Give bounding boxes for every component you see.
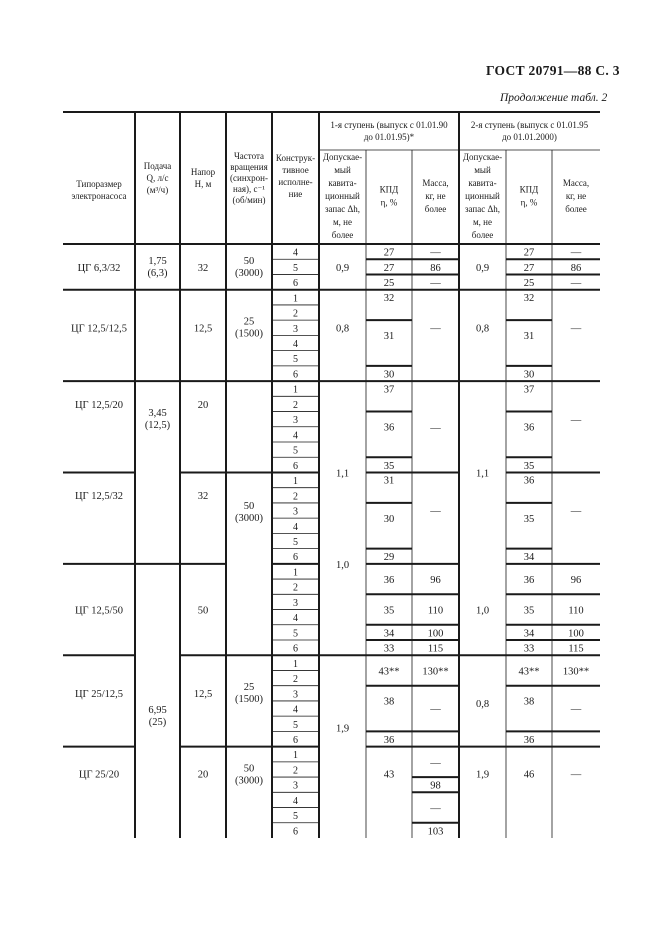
design-version-cell: 4 — [293, 613, 298, 625]
pump-type-cell: ЦГ 25/20 — [78, 769, 120, 781]
npsh-stage2-cell: 1,9 — [475, 769, 490, 781]
header-feed: Подача — [143, 161, 172, 171]
efficiency-stage1-cell: 29 — [383, 552, 395, 564]
design-version-cell: 2 — [293, 765, 298, 777]
header-mass-s2: кг, не — [565, 191, 587, 201]
design-version-cell: 2 — [293, 308, 298, 320]
mass-stage1-cell: — — [430, 422, 441, 434]
design-version-cell: 2 — [293, 582, 298, 594]
mass-stage1-cell: — — [430, 506, 441, 518]
mass-stage2-cell: — — [570, 704, 582, 716]
design-version-cell: 1 — [293, 750, 298, 762]
design-version-cell: 1 — [293, 567, 298, 579]
efficiency-stage1-cell: 33 — [383, 643, 395, 655]
header-npsh-s1: кавита- — [328, 178, 357, 188]
header-stage-1: 1-я ступень (выпуск с 01.01.90 — [330, 120, 448, 130]
efficiency-stage2-cell: 36 — [523, 735, 535, 746]
efficiency-stage2-cell: 34 — [523, 552, 535, 564]
design-version-cell: 3 — [293, 506, 298, 518]
mass-stage1-cell: — — [430, 803, 441, 815]
design-version-cell: 6 — [293, 278, 298, 290]
efficiency-stage2-cell: 36 — [523, 475, 535, 487]
mass-stage1-cell: 96 — [430, 575, 441, 587]
mass-stage1-cell: — — [430, 704, 441, 716]
header-npsh-s2: ционный — [465, 191, 500, 201]
header-npsh-s1: м, не — [332, 217, 353, 227]
header-efficiency-s1: КПД — [379, 184, 399, 195]
design-version-cell: 3 — [293, 597, 298, 609]
efficiency-stage1-cell: 27 — [383, 262, 395, 274]
mass-stage1-cell: — — [430, 757, 441, 769]
mass-stage1-cell: 86 — [430, 262, 441, 274]
efficiency-stage2-cell: 43** — [518, 666, 540, 678]
design-version-cell: 5 — [293, 628, 298, 640]
feed-cell: 3,45 — [148, 407, 167, 419]
design-version-cell: 2 — [293, 491, 298, 503]
head-cell: 20 — [197, 769, 209, 781]
design-version-cell: 2 — [293, 674, 298, 686]
mass-stage1-cell: 98 — [430, 780, 441, 792]
efficiency-stage1-cell: 43 — [383, 769, 395, 781]
design-version-cell: 5 — [293, 445, 298, 457]
design-version-cell: 5 — [293, 811, 298, 823]
efficiency-stage2-cell: 33 — [523, 643, 535, 655]
pump-type-cell: ЦГ 12,5/12,5 — [71, 323, 127, 335]
rotation-frequency-cell: 25 — [243, 316, 255, 328]
header-design-version: ние — [288, 189, 303, 199]
header-npsh-s2: кавита- — [468, 178, 497, 188]
efficiency-stage2-cell: 30 — [523, 369, 535, 381]
header-head: Напор — [190, 167, 216, 177]
design-version-cell: 1 — [293, 293, 298, 305]
header-rotation-frequency: вращения — [230, 162, 268, 172]
rotation-frequency-cell: (3000) — [235, 513, 263, 525]
efficiency-stage2-cell: 46 — [523, 769, 535, 781]
efficiency-stage2-cell: 34 — [523, 628, 535, 640]
design-version-cell: 3 — [293, 415, 298, 427]
header-stage-2: до 01.01.2000) — [502, 132, 557, 142]
design-version-cell: 4 — [293, 430, 298, 442]
mass-stage1-cell: — — [430, 323, 441, 335]
mass-stage2-cell: — — [570, 414, 582, 426]
header-npsh-s1: запас Δh, — [324, 204, 361, 214]
mass-stage1-cell: — — [430, 247, 441, 259]
header-head: H, м — [194, 179, 212, 189]
design-version-cell: 5 — [293, 537, 298, 548]
design-version-cell: 1 — [293, 476, 298, 488]
head-cell: 50 — [197, 605, 209, 617]
efficiency-stage1-cell: 37 — [383, 384, 395, 396]
header-npsh-s1: Допускае- — [322, 152, 363, 162]
mass-stage1-cell: 100 — [427, 628, 444, 640]
design-version-cell: 4 — [293, 795, 298, 807]
mass-stage2-cell: 110 — [568, 605, 584, 617]
design-version-cell: 4 — [293, 521, 298, 533]
design-version-cell: 6 — [293, 460, 298, 472]
design-version-cell: 6 — [293, 369, 298, 381]
header-feed: Q, л/с — [146, 173, 169, 183]
mass-stage1-cell: 115 — [427, 643, 444, 655]
pump-type-cell: ЦГ 12,5/50 — [74, 605, 124, 617]
header-stage-1: до 01.01.95)* — [363, 132, 415, 142]
header-type: Типоразмер — [76, 179, 122, 189]
header-npsh-s2: запас Δh, — [464, 204, 501, 214]
pump-type-cell: ЦГ 6,3/32 — [77, 262, 121, 274]
efficiency-stage1-cell: 35 — [383, 605, 395, 617]
design-version-cell: 4 — [293, 247, 298, 259]
design-version-cell: 6 — [293, 826, 298, 838]
design-version-cell: 3 — [293, 323, 298, 335]
header-npsh-s2: Допускае- — [462, 152, 503, 162]
npsh-stage2-cell: 1,0 — [475, 605, 490, 617]
npsh-stage1-cell: 1,1 — [335, 468, 350, 480]
efficiency-stage1-cell: 36 — [383, 422, 395, 434]
efficiency-stage1-cell: 25 — [383, 278, 395, 290]
mass-stage2-cell: 96 — [570, 575, 582, 587]
feed-cell: 6,95 — [148, 704, 167, 716]
design-version-cell: 6 — [293, 735, 298, 746]
head-cell: 20 — [197, 399, 209, 411]
efficiency-stage1-cell: 43** — [378, 666, 400, 678]
header-mass-s2: более — [565, 204, 587, 214]
mass-stage2-cell: 115 — [568, 643, 584, 655]
npsh-stage1-cell: 1,0 — [335, 559, 350, 571]
rotation-frequency-cell: (1500) — [235, 693, 263, 705]
header-npsh-s1: мый — [334, 165, 351, 175]
efficiency-stage2-cell: 36 — [523, 422, 535, 434]
design-version-cell: 6 — [293, 643, 298, 655]
header-npsh-s1: ционный — [325, 191, 360, 201]
efficiency-stage2-cell: 37 — [523, 384, 535, 396]
efficiency-stage2-cell: 32 — [523, 292, 535, 304]
npsh-stage1-cell: 0,9 — [335, 262, 350, 274]
header-design-version: исполне- — [278, 177, 313, 187]
efficiency-stage1-cell: 35 — [383, 460, 395, 472]
rotation-frequency-cell: 25 — [243, 681, 255, 693]
pump-type-cell: ЦГ 25/12,5 — [74, 688, 124, 700]
efficiency-stage1-cell: 27 — [383, 247, 395, 259]
header-npsh-s2: более — [471, 230, 494, 240]
efficiency-stage2-cell: 38 — [523, 696, 535, 708]
rotation-frequency-cell: (3000) — [235, 267, 263, 279]
design-version-cell: 1 — [293, 658, 298, 670]
efficiency-stage1-cell: 34 — [383, 628, 395, 640]
efficiency-stage2-cell: 25 — [523, 278, 535, 290]
header-efficiency-s1: η, % — [380, 197, 398, 208]
header-efficiency-s2: η, % — [520, 197, 538, 208]
header-feed: (м³/ч) — [146, 185, 169, 195]
mass-stage2-cell: — — [570, 323, 582, 335]
design-version-cell: 4 — [293, 704, 298, 716]
feed-cell: (12,5) — [144, 419, 171, 431]
npsh-stage1-cell: 1,9 — [335, 723, 350, 735]
npsh-stage2-cell: 0,9 — [475, 262, 490, 274]
mass-stage1-cell: 103 — [427, 826, 444, 838]
npsh-stage1-cell: 0,8 — [335, 323, 350, 335]
feed-cell: (6,3) — [147, 267, 168, 279]
pump-type-cell: ЦГ 12,5/32 — [74, 491, 124, 503]
mass-stage2-cell: 100 — [568, 628, 584, 640]
header-mass-s1: кг, не — [425, 191, 446, 201]
design-version-cell: 3 — [293, 780, 298, 792]
header-efficiency-s2: КПД — [519, 184, 539, 195]
rotation-frequency-cell: 50 — [243, 763, 255, 775]
header-npsh-s2: мый — [474, 165, 491, 175]
npsh-stage2-cell: 0,8 — [475, 323, 490, 335]
header-design-version: тивное — [282, 165, 309, 175]
rotation-frequency-cell: 50 — [243, 255, 255, 267]
header-stage-2: 2-я ступень (выпуск с 01.01.95 — [470, 120, 589, 130]
header-npsh-s1: более — [331, 230, 354, 240]
efficiency-stage2-cell: 35 — [523, 513, 535, 525]
header-mass-s2: Масса, — [562, 178, 590, 188]
header-design-version: Конструк- — [275, 153, 316, 163]
design-version-cell: 1 — [293, 384, 298, 396]
efficiency-stage1-cell: 31 — [383, 475, 395, 487]
mass-stage2-cell: — — [570, 247, 582, 259]
header-rotation-frequency: ная), с⁻¹ — [233, 184, 265, 194]
efficiency-stage2-cell: 27 — [523, 262, 535, 274]
rotation-frequency-cell: 50 — [243, 501, 255, 513]
npsh-stage2-cell: 0,8 — [475, 698, 490, 710]
pump-type-cell: ЦГ 12,5/20 — [74, 399, 124, 411]
head-cell: 32 — [197, 491, 209, 503]
mass-stage2-cell: 130** — [562, 666, 590, 678]
header-type: электронасоса — [71, 191, 127, 201]
design-version-cell: 3 — [293, 689, 298, 701]
table-continuation-caption: Продолжение табл. 2 — [500, 92, 608, 104]
efficiency-stage2-cell: 36 — [523, 575, 535, 587]
head-cell: 32 — [197, 262, 209, 274]
header-rotation-frequency: Частота — [233, 151, 265, 161]
efficiency-stage1-cell: 38 — [383, 696, 395, 708]
header-rotation-frequency: (синхрон- — [230, 173, 268, 183]
npsh-stage2-cell: 1,1 — [475, 468, 490, 480]
efficiency-stage2-cell: 31 — [523, 331, 535, 342]
feed-cell: 1,75 — [148, 255, 167, 267]
efficiency-stage2-cell: 27 — [523, 247, 535, 259]
efficiency-stage2-cell: 35 — [523, 605, 535, 617]
mass-stage2-cell: — — [570, 769, 582, 781]
header-mass-s1: более — [424, 204, 447, 214]
rotation-frequency-cell: (1500) — [235, 328, 263, 340]
design-version-cell: 2 — [293, 399, 298, 411]
rotation-frequency-cell: (3000) — [235, 775, 263, 787]
mass-stage1-cell: 110 — [427, 605, 444, 617]
mass-stage2-cell: — — [570, 506, 582, 518]
mass-stage1-cell: — — [430, 278, 441, 290]
mass-stage2-cell: 86 — [570, 262, 582, 274]
head-cell: 12,5 — [193, 323, 213, 335]
mass-stage2-cell: — — [570, 278, 582, 290]
design-version-cell: 6 — [293, 552, 298, 564]
header-mass-s1: Масса, — [422, 178, 449, 188]
design-version-cell: 5 — [293, 262, 298, 274]
mass-stage1-cell: 130** — [422, 666, 449, 678]
efficiency-stage1-cell: 36 — [383, 575, 395, 587]
efficiency-stage1-cell: 30 — [383, 513, 395, 525]
design-version-cell: 4 — [293, 339, 298, 350]
efficiency-stage1-cell: 31 — [383, 331, 395, 342]
design-version-cell: 5 — [293, 719, 298, 731]
efficiency-stage2-cell: 35 — [523, 460, 535, 472]
efficiency-stage1-cell: 32 — [383, 292, 395, 304]
efficiency-stage1-cell: 36 — [383, 735, 395, 746]
efficiency-stage1-cell: 30 — [383, 369, 395, 381]
page-header: ГОСТ 20791—88 С. 3 — [486, 63, 620, 78]
header-npsh-s2: м, не — [472, 217, 493, 227]
header-rotation-frequency: (об/мин) — [232, 195, 266, 205]
head-cell: 12,5 — [193, 688, 213, 700]
design-version-cell: 5 — [293, 354, 298, 366]
feed-cell: (25) — [148, 716, 167, 728]
